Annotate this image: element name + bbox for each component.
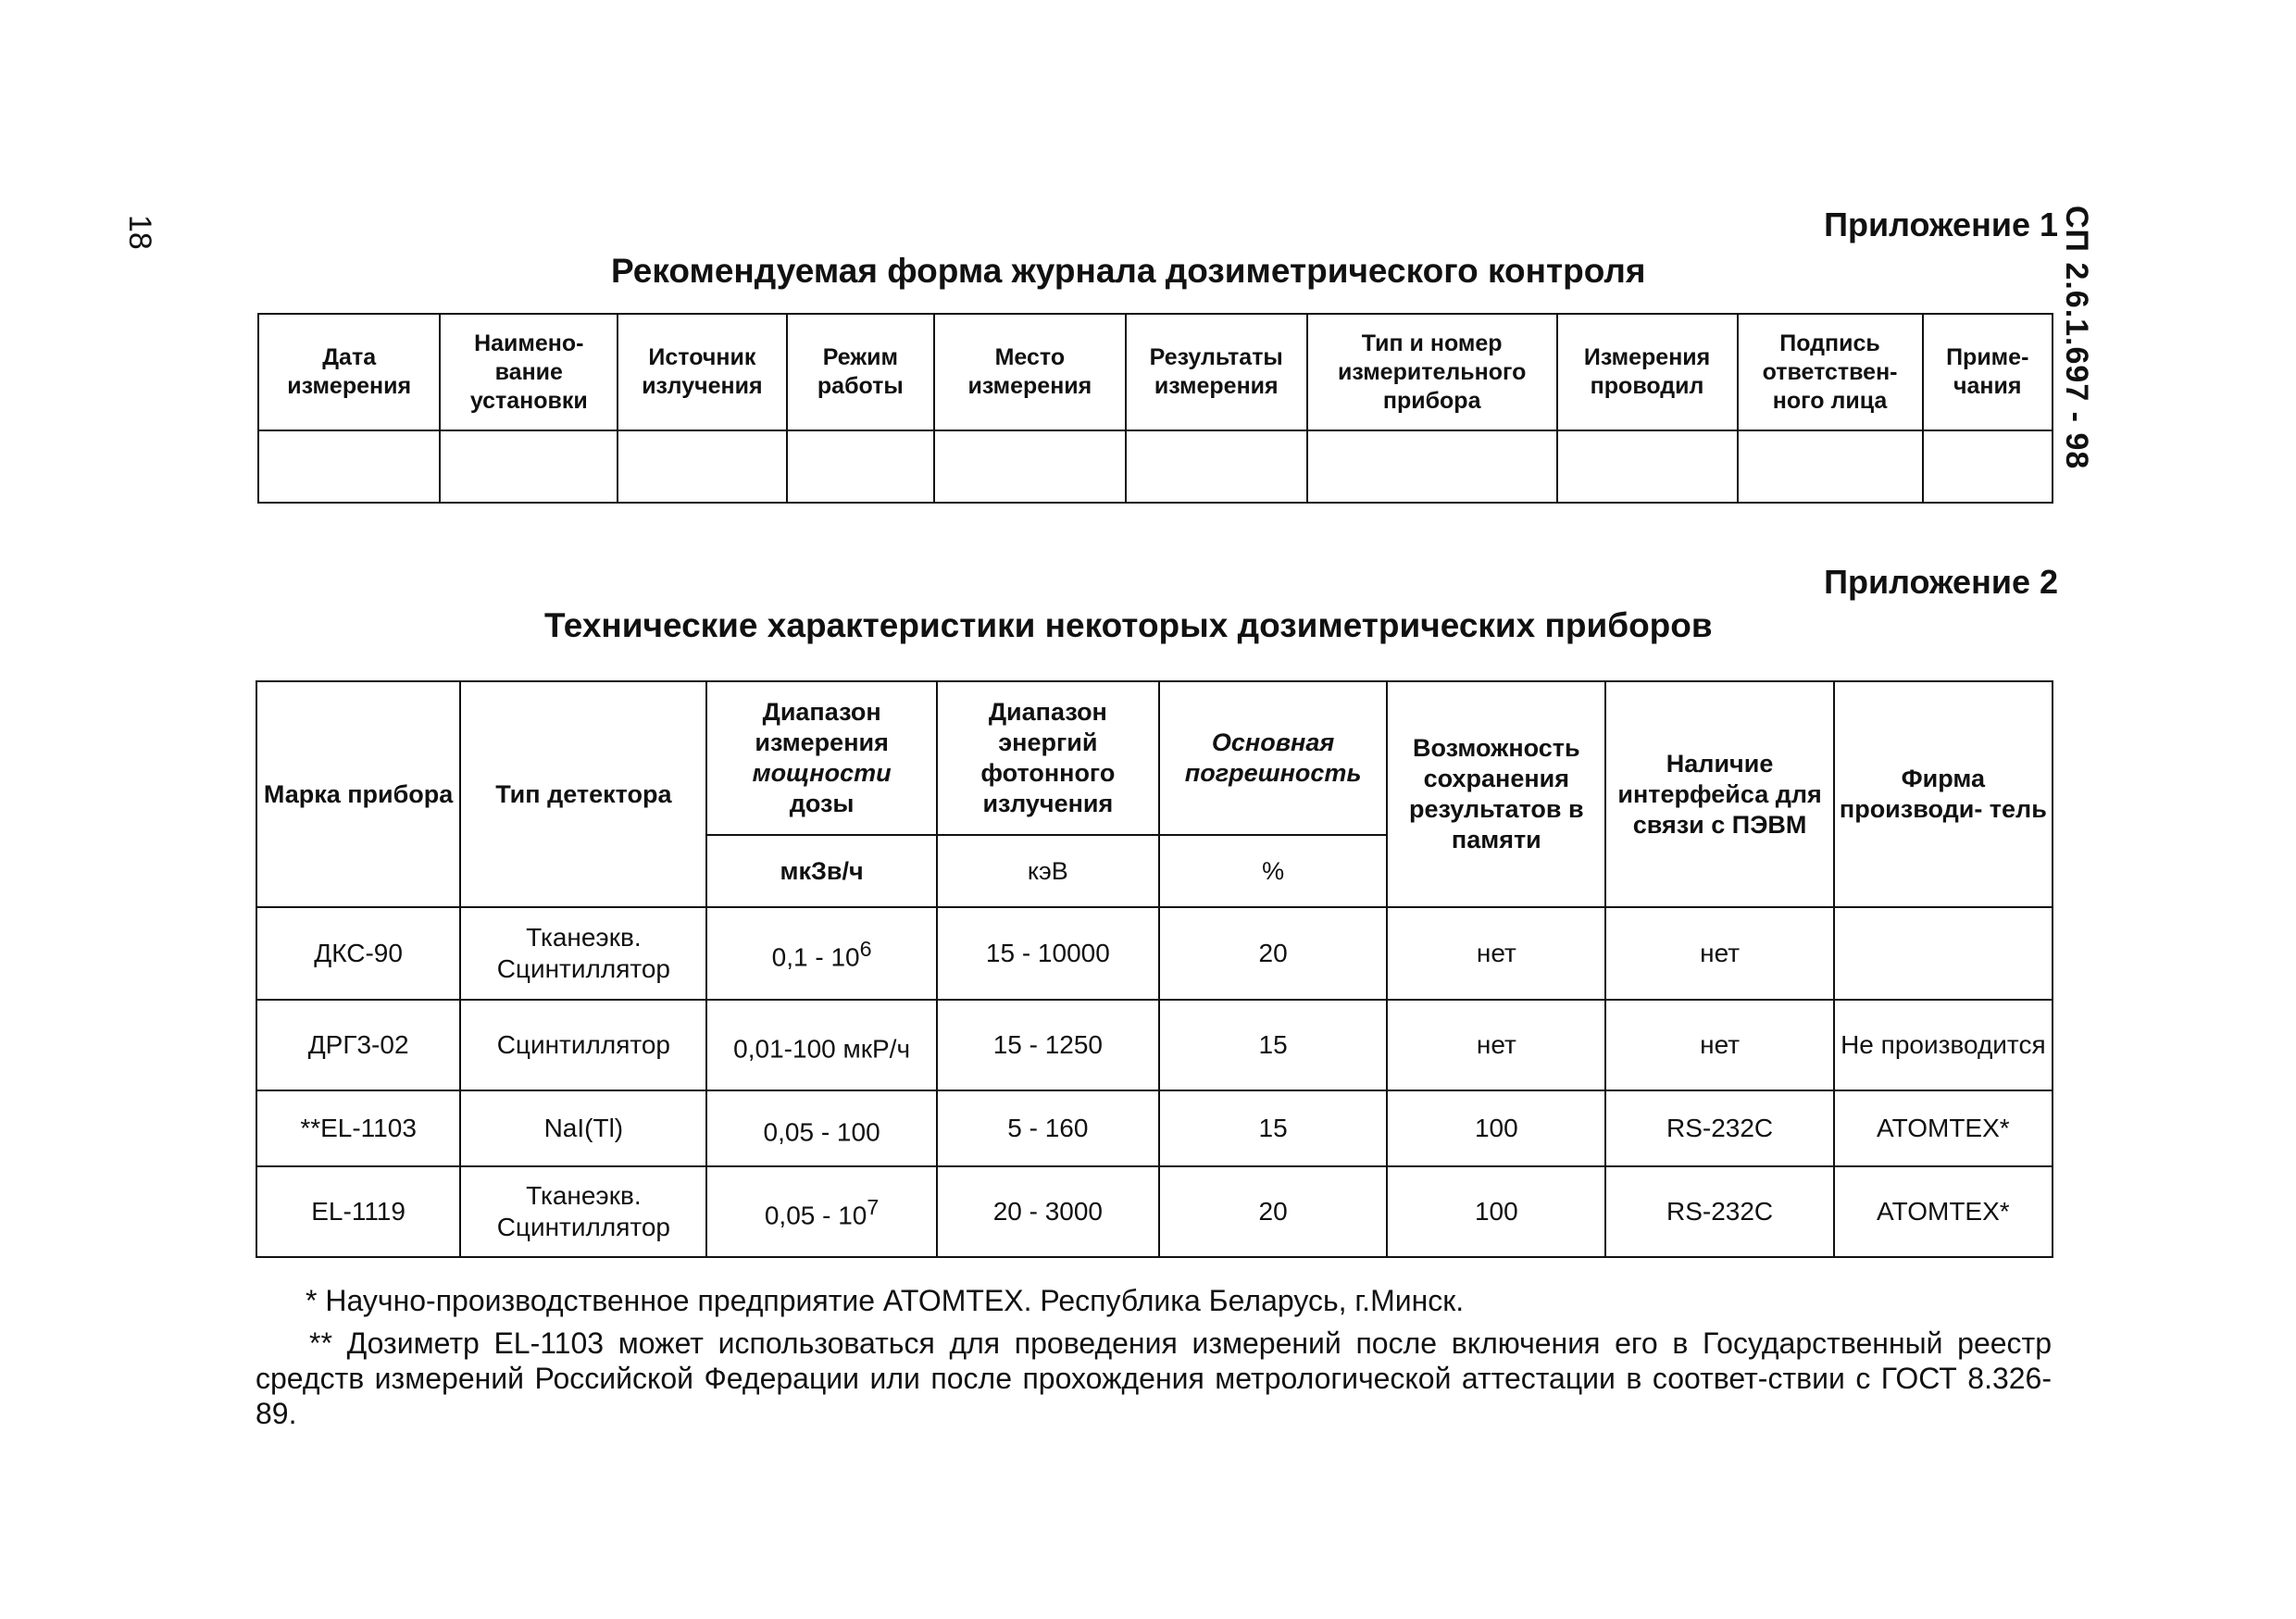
cell-maker: Не производится <box>1834 1000 2053 1090</box>
appendix1-label: Приложение 1 <box>1824 205 2058 243</box>
journal-cell <box>1307 430 1557 503</box>
cell-interface: нет <box>1605 1000 1833 1090</box>
cell-interface: RS-232C <box>1605 1090 1833 1166</box>
table-row <box>256 1000 2053 1090</box>
header-detector: Тип детектора <box>460 681 706 907</box>
cell-maker: ATOMTEX* <box>1834 1090 2053 1166</box>
unit-range: мкЗв/ч <box>706 835 936 907</box>
cell-range-value: 0,05 - 100 <box>763 1117 880 1147</box>
journal-header: Тип и номер измерительного прибора <box>1307 314 1557 430</box>
cell-range-value: 0,05 - 10 <box>764 1201 867 1230</box>
cell-detector: Тканеэкв. Сцинтиллятор <box>460 1166 706 1257</box>
journal-header: Место измерения <box>934 314 1125 430</box>
table-row <box>256 907 2053 1000</box>
journal-header: Подпись ответствен- ного лица <box>1738 314 1923 430</box>
journal-empty-row <box>258 430 2053 503</box>
cell-detector: NaI(Tl) <box>460 1090 706 1166</box>
cell-range-value: 0,01-100 мкР/ч <box>733 1034 911 1064</box>
cell-energy: 15 - 10000 <box>937 907 1159 1000</box>
specs-header-row <box>256 681 2053 835</box>
cell-brand: **EL-1103 <box>256 1090 460 1166</box>
footnote-2: ** Дозиметр EL-1103 может использоваться для проведения измерений после включения его в Государственный реестр средств измерений Российской Федерации или после прохождения метрологической аттестации в соответ-ствии с ГОСТ 8.326-89. <box>256 1326 2052 1430</box>
cell-detector: Тканеэкв. Сцинтиллятор <box>460 907 706 1000</box>
cell-maker: ATOMTEX* <box>1834 1166 2053 1257</box>
journal-cell <box>1923 430 2053 503</box>
journal-header: Измерения проводил <box>1557 314 1738 430</box>
journal-cell <box>440 430 618 503</box>
appendix2-label: Приложение 2 <box>1824 563 2058 601</box>
cell-range-exponent: 6 <box>859 937 872 962</box>
journal-header: Режим работы <box>787 314 935 430</box>
cell-interface: нет <box>1605 907 1833 1000</box>
cell-energy: 15 - 1250 <box>937 1000 1159 1090</box>
header-maker: Фирма производи- тель <box>1834 681 2053 907</box>
journal-header: Результаты измерения <box>1126 314 1307 430</box>
cell-memory: нет <box>1387 1000 1605 1090</box>
page-number: 18 <box>122 215 157 250</box>
header-range-line2: мощности <box>752 759 892 787</box>
header-interface: Наличие интерфейса для связи с ПЭВМ <box>1605 681 1833 907</box>
unit-energy: кэВ <box>937 835 1159 907</box>
device-specs-table <box>256 680 2053 1258</box>
journal-header: Дата измерения <box>258 314 440 430</box>
journal-cell <box>934 430 1125 503</box>
journal-header-row <box>258 314 2053 430</box>
table-row <box>256 1090 2053 1166</box>
cell-memory: 100 <box>1387 1166 1605 1257</box>
appendix1-title: Рекомендуемая форма журнала дозиметрического контроля <box>611 252 1646 290</box>
cell-range-value: 0,1 - 10 <box>771 942 860 972</box>
cell-range <box>706 1000 936 1090</box>
journal-cell <box>787 430 935 503</box>
journal-header: Источник излучения <box>618 314 786 430</box>
cell-error: 15 <box>1159 1090 1387 1166</box>
cell-detector: Сцинтиллятор <box>460 1000 706 1090</box>
cell-error: 15 <box>1159 1000 1387 1090</box>
header-range-line1: Диапазон измерения <box>755 698 889 756</box>
cell-brand: ДРГ3-02 <box>256 1000 460 1090</box>
footnote-1: * Научно-производственное предприятие ATOMTEX. Республика Беларусь, г.Минск. <box>306 1284 1465 1317</box>
cell-range <box>706 1166 936 1257</box>
journal-cell <box>258 430 440 503</box>
journal-header: Приме- чания <box>1923 314 2053 430</box>
cell-brand: EL-1119 <box>256 1166 460 1257</box>
cell-range <box>706 1090 936 1166</box>
header-energy: Диапазон энергий фотонного излучения <box>937 681 1159 835</box>
header-range <box>706 681 936 835</box>
appendix2-title: Технические характеристики некоторых дозиметрических приборов <box>544 606 1713 644</box>
unit-error: % <box>1159 835 1387 907</box>
cell-energy: 5 - 160 <box>937 1090 1159 1166</box>
journal-form-table <box>257 313 2053 504</box>
cell-error: 20 <box>1159 907 1387 1000</box>
header-brand: Марка прибора <box>256 681 460 907</box>
cell-energy: 20 - 3000 <box>937 1166 1159 1257</box>
cell-range <box>706 907 936 1000</box>
journal-header: Наимено- вание установки <box>440 314 618 430</box>
document-code: СП 2.6.1.697 - 98 <box>2059 205 2094 470</box>
table-row <box>256 1166 2053 1257</box>
cell-maker <box>1834 907 2053 1000</box>
journal-cell <box>1126 430 1307 503</box>
cell-range-exponent: 7 <box>867 1195 880 1220</box>
cell-memory: нет <box>1387 907 1605 1000</box>
cell-error: 20 <box>1159 1166 1387 1257</box>
cell-memory: 100 <box>1387 1090 1605 1166</box>
journal-cell <box>1557 430 1738 503</box>
journal-cell <box>1738 430 1923 503</box>
cell-interface: RS-232C <box>1605 1166 1833 1257</box>
header-memory: Возможность сохранения результатов в памяти <box>1387 681 1605 907</box>
journal-cell <box>618 430 786 503</box>
cell-brand: ДКС-90 <box>256 907 460 1000</box>
header-range-line3: дозы <box>789 790 855 817</box>
header-error: Основная погрешность <box>1159 681 1387 835</box>
